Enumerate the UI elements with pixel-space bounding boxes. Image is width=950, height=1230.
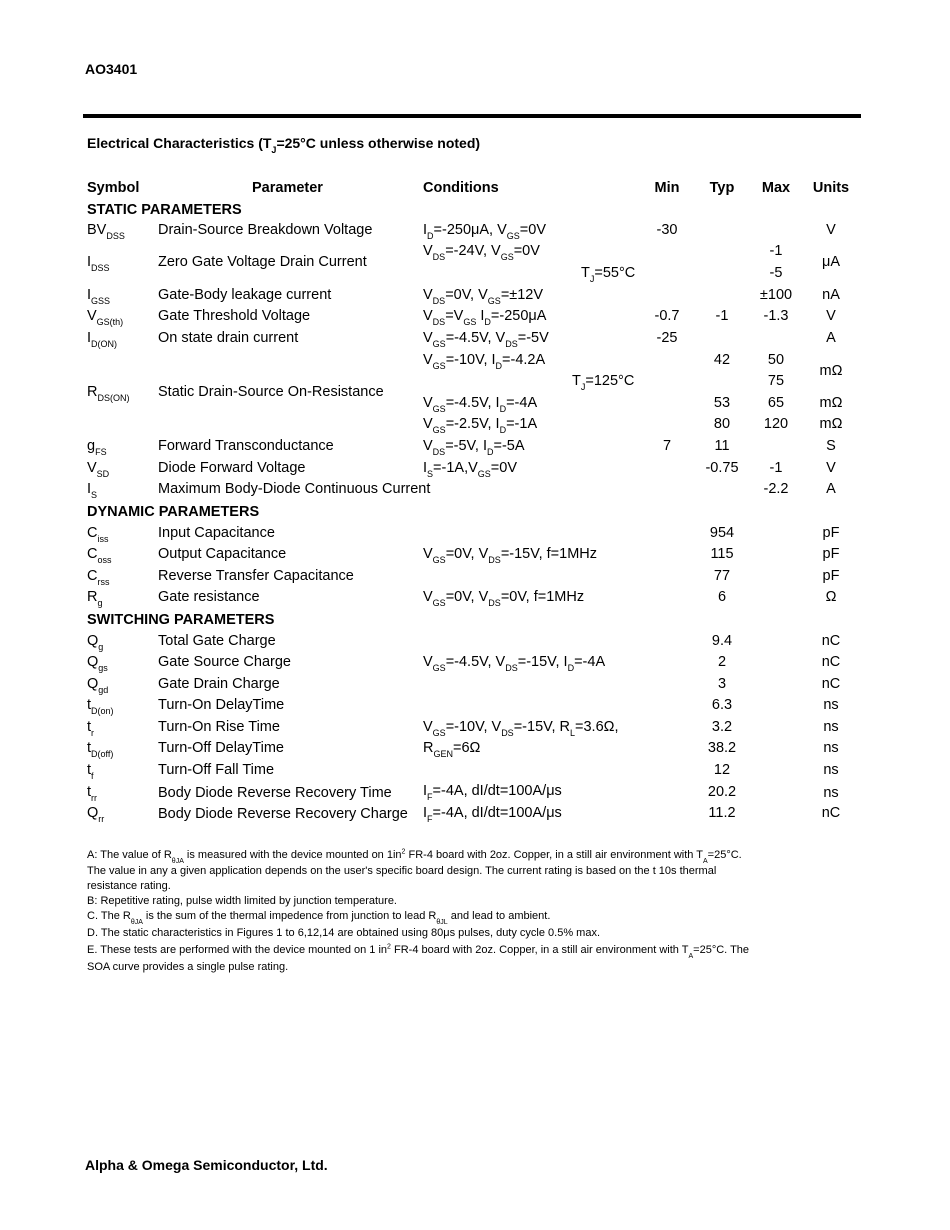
qrr-unit: nC — [821, 805, 841, 821]
qg-unit: nC — [821, 633, 841, 649]
idss-max1: -1 — [769, 243, 783, 259]
crss-unit: pF — [822, 568, 840, 584]
dynamic-heading: DYNAMIC PARAMETERS — [87, 504, 260, 520]
bvdss-cond: $I_D=-250\mu A$, $V_{GS}=0V$ — [423, 222, 547, 241]
company-footer: Alpha & Omega Semiconductor, Ltd. — [85, 1157, 328, 1173]
vgsth-min: -0.7 — [654, 308, 680, 324]
cap-cond: $V_{GS}=0V$, $V_{DS}=-15V$, f=1MHz — [423, 546, 597, 565]
col-conditions: Conditions — [423, 180, 499, 196]
tdoff-symbol: $t_{D(off)}$ — [87, 740, 114, 759]
tf-symbol: $t_f$ — [87, 762, 94, 781]
note-d: D. The static characteristics in Figures 1 to 6,12,14 are obtained using 80μs pulses, duty cycle 0.5% max. — [87, 927, 601, 939]
note-a-line2: The value in any a given application depends on the user's specific board design. The current rating is based on the t 10s thermal — [87, 865, 717, 877]
vgsth-unit: V — [826, 308, 836, 324]
vsd-symbol: $V_{SD}$ — [87, 460, 110, 479]
qgd-typ: 3 — [717, 676, 727, 692]
crss-typ: 77 — [713, 568, 731, 584]
qgs-typ: 2 — [717, 654, 727, 670]
coss-unit: pF — [822, 546, 840, 562]
rdson-typ3: 53 — [713, 395, 731, 411]
vsd-unit: V — [826, 460, 836, 476]
idon-param: On state drain current — [158, 330, 299, 346]
rdson-typ4: 80 — [713, 416, 731, 432]
bvdss-param: Drain-Source Breakdown Voltage — [158, 222, 373, 238]
rdson-cond4: $V_{GS}=-2.5V$, $I_D=-1A$ — [423, 416, 538, 435]
is-symbol: $I_S$ — [87, 481, 98, 500]
switch-cond1: $V_{GS}=-10V$, $V_{DS}=-15V$, $R_L=3.6\Omega$, — [423, 719, 619, 738]
tr-param: Turn-On Rise Time — [158, 719, 280, 735]
idss-tj: $T_J=55^\circ C$ — [581, 265, 636, 284]
igss-param: Gate-Body leakage current — [158, 287, 332, 303]
trr-cond: $I_F=-4A$, dI/dt=100A/μs — [423, 783, 562, 802]
tdoff-typ: 38.2 — [707, 740, 737, 756]
ciss-unit: pF — [822, 525, 840, 541]
gfs-symbol: $g_{FS}$ — [87, 438, 107, 457]
idss-unit: μA — [821, 254, 841, 270]
idss-max2: -5 — [769, 265, 783, 281]
ciss-param: Input Capacitance — [158, 525, 275, 541]
vsd-max: -1 — [769, 460, 783, 476]
rg-symbol: $R_g$ — [87, 589, 103, 608]
ciss-symbol: $C_{iss}$ — [87, 525, 109, 544]
rg-unit: Ω — [825, 589, 837, 605]
tf-param: Turn-Off Fall Time — [158, 762, 275, 778]
vsd-cond: $I_S=-1A,V_{GS}=0V$ — [423, 460, 518, 479]
tf-typ: 12 — [713, 762, 731, 778]
qrr-typ: 11.2 — [708, 805, 736, 821]
vgsth-cond: $V_{DS}=V_{GS}$ $I_D=-250\mu A$ — [423, 308, 547, 327]
idon-min: -25 — [656, 330, 678, 346]
rg-param: Gate resistance — [158, 589, 260, 605]
ciss-typ: 954 — [709, 525, 735, 541]
rdson-typ1: 42 — [713, 352, 731, 368]
igss-unit: nA — [822, 287, 840, 303]
idss-param: Zero Gate Voltage Drain Current — [158, 254, 367, 270]
qgs-unit: nC — [821, 654, 841, 670]
bvdss-min: -30 — [656, 222, 678, 238]
rdson-cond3: $V_{GS}=-4.5V$, $I_D=-4A$ — [423, 395, 538, 414]
gfs-typ: 11 — [714, 438, 730, 454]
rdson-max4: 120 — [763, 416, 789, 432]
vgsth-max: -1.3 — [763, 308, 789, 324]
header-rule — [83, 114, 861, 118]
rg-typ: 6 — [717, 589, 727, 605]
note-c: C. The $R_{\theta JA}$ is the sum of the thermal impedence from junction to lead $R_{\theta JL}$ and lead to ambient. — [87, 910, 551, 926]
col-max: Max — [761, 180, 791, 196]
crss-param: Reverse Transfer Capacitance — [158, 568, 354, 584]
tdoff-param: Turn-Off DelayTime — [158, 740, 284, 756]
trr-unit: ns — [823, 785, 839, 801]
idon-unit: A — [826, 330, 836, 346]
qg-typ: 9.4 — [711, 633, 733, 649]
switch-cond2: $R_{GEN}=6\Omega$ — [423, 740, 481, 759]
col-symbol: Symbol — [87, 180, 140, 196]
rdson-cond1: $V_{GS}=-10V$, $I_D=-4.2A$ — [423, 352, 546, 371]
rdson-param: Static Drain-Source On-Resistance — [158, 384, 384, 400]
note-a-line1: A: The value of $R_{\theta JA}$ is measured with the device mounted on $1in^2$ FR-4 board with 2oz. Copper, in a still air environment with $T_A=25^\circ C$. — [87, 848, 742, 865]
note-e-line2: SOA curve provides a single pulse rating. — [87, 961, 289, 973]
part-number: AO3401 — [85, 61, 138, 77]
tdon-symbol: $t_{D(on)}$ — [87, 697, 114, 716]
col-typ: Typ — [709, 180, 735, 196]
rdson-tj: $T_J=125^\circ C$ — [572, 373, 635, 392]
gfs-min: 7 — [662, 438, 672, 454]
tdon-typ: 6.3 — [711, 697, 733, 713]
charge-cond: $V_{GS}=-4.5V$, $V_{DS}=-15V$, $I_D=-4A$ — [423, 654, 606, 673]
rdson-unit1: mΩ — [819, 363, 843, 379]
igss-cond: $V_{DS}=0V$, $V_{GS}=\pm 12V$ — [423, 287, 544, 306]
vgsth-symbol: $V_{GS(th)}$ — [87, 308, 124, 327]
rg-cond: $V_{GS}=0V$, $V_{DS}=0V$, f=1MHz — [423, 589, 585, 608]
coss-symbol: $C_{oss}$ — [87, 546, 112, 565]
rdson-max3: 65 — [767, 395, 785, 411]
gfs-unit: S — [826, 438, 836, 454]
qg-param: Total Gate Charge — [158, 633, 276, 649]
rdson-max2: 75 — [767, 373, 785, 389]
bvdss-unit: V — [826, 222, 836, 238]
idss-symbol: $I_{DSS}$ — [87, 254, 110, 273]
coss-param: Output Capacitance — [158, 546, 287, 562]
is-param: Maximum Body-Diode Continuous Current — [158, 481, 431, 497]
gfs-cond: $V_{DS}=-5V$, $I_D=-5A$ — [423, 438, 525, 457]
vgsth-typ: -1 — [715, 308, 729, 324]
tr-symbol: $t_r$ — [87, 719, 95, 738]
tf-unit: ns — [823, 762, 839, 778]
qgd-symbol: $Q_{gd}$ — [87, 676, 109, 695]
idss-cond: $V_{DS}=-24V$, $V_{GS}=0V$ — [423, 243, 540, 262]
qg-symbol: $Q_g$ — [87, 633, 104, 652]
note-a-line3: resistance rating. — [87, 880, 171, 892]
tr-unit: ns — [823, 719, 839, 735]
note-b: B: Repetitive rating, pulse width limited by junction temperature. — [87, 895, 397, 907]
igss-max: ±100 — [759, 287, 793, 303]
trr-symbol: $t_{rr}$ — [87, 784, 98, 803]
trr-param: Body Diode Reverse Recovery Time — [158, 785, 392, 801]
qrr-symbol: $Q_{rr}$ — [87, 805, 105, 824]
section-title: Electrical Characteristics ($T_J=25^\circ C$ unless otherwise noted) — [87, 135, 481, 155]
static-heading: STATIC PARAMETERS — [87, 202, 242, 218]
idon-cond: $V_{GS}=-4.5V$, $V_{DS}=-5V$ — [423, 330, 549, 349]
switching-heading: SWITCHING PARAMETERS — [87, 612, 275, 628]
vgsth-param: Gate Threshold Voltage — [158, 308, 311, 324]
rdson-unit4: mΩ — [819, 416, 843, 432]
rdson-symbol: $R_{DS(ON)}$ — [87, 384, 130, 403]
trr-typ: 20.2 — [707, 784, 737, 800]
qgd-param: Gate Drain Charge — [158, 676, 280, 692]
vsd-param: Diode Forward Voltage — [158, 460, 306, 476]
col-min: Min — [654, 180, 680, 196]
bvdss-symbol: $BV_{DSS}$ — [87, 222, 125, 241]
rdson-unit3: mΩ — [819, 395, 843, 411]
tdon-param: Turn-On DelayTime — [158, 697, 285, 713]
crss-symbol: $C_{rss}$ — [87, 568, 110, 587]
col-units: Units — [812, 180, 850, 196]
coss-typ: 115 — [710, 546, 734, 562]
qrr-param: Body Diode Reverse Recovery Charge — [158, 806, 408, 822]
tdoff-unit: ns — [823, 740, 839, 756]
tr-typ: 3.2 — [711, 719, 733, 735]
qrr-cond: $I_F=-4A$, dI/dt=100A/μs — [423, 805, 562, 824]
is-max: -2.2 — [763, 481, 789, 497]
qgs-param: Gate Source Charge — [158, 654, 291, 670]
igss-symbol: $I_{GSS}$ — [87, 287, 111, 306]
is-unit: A — [826, 481, 836, 497]
qgd-unit: nC — [821, 676, 841, 692]
tdon-unit: ns — [823, 697, 839, 713]
col-parameter: Parameter — [252, 180, 323, 196]
note-e-line1: E. These tests are performed with the device mounted on 1 $in^2$ FR-4 board with 2oz. Copper, in a still air environment with $T_A=25^\circ C$. The — [87, 943, 750, 960]
rdson-max1: 50 — [767, 352, 785, 368]
gfs-param: Forward Transconductance — [158, 438, 334, 454]
qgs-symbol: $Q_{gs}$ — [87, 654, 108, 673]
idon-symbol: $I_{D(ON)}$ — [87, 330, 118, 349]
vsd-typ: -0.75 — [705, 460, 739, 476]
